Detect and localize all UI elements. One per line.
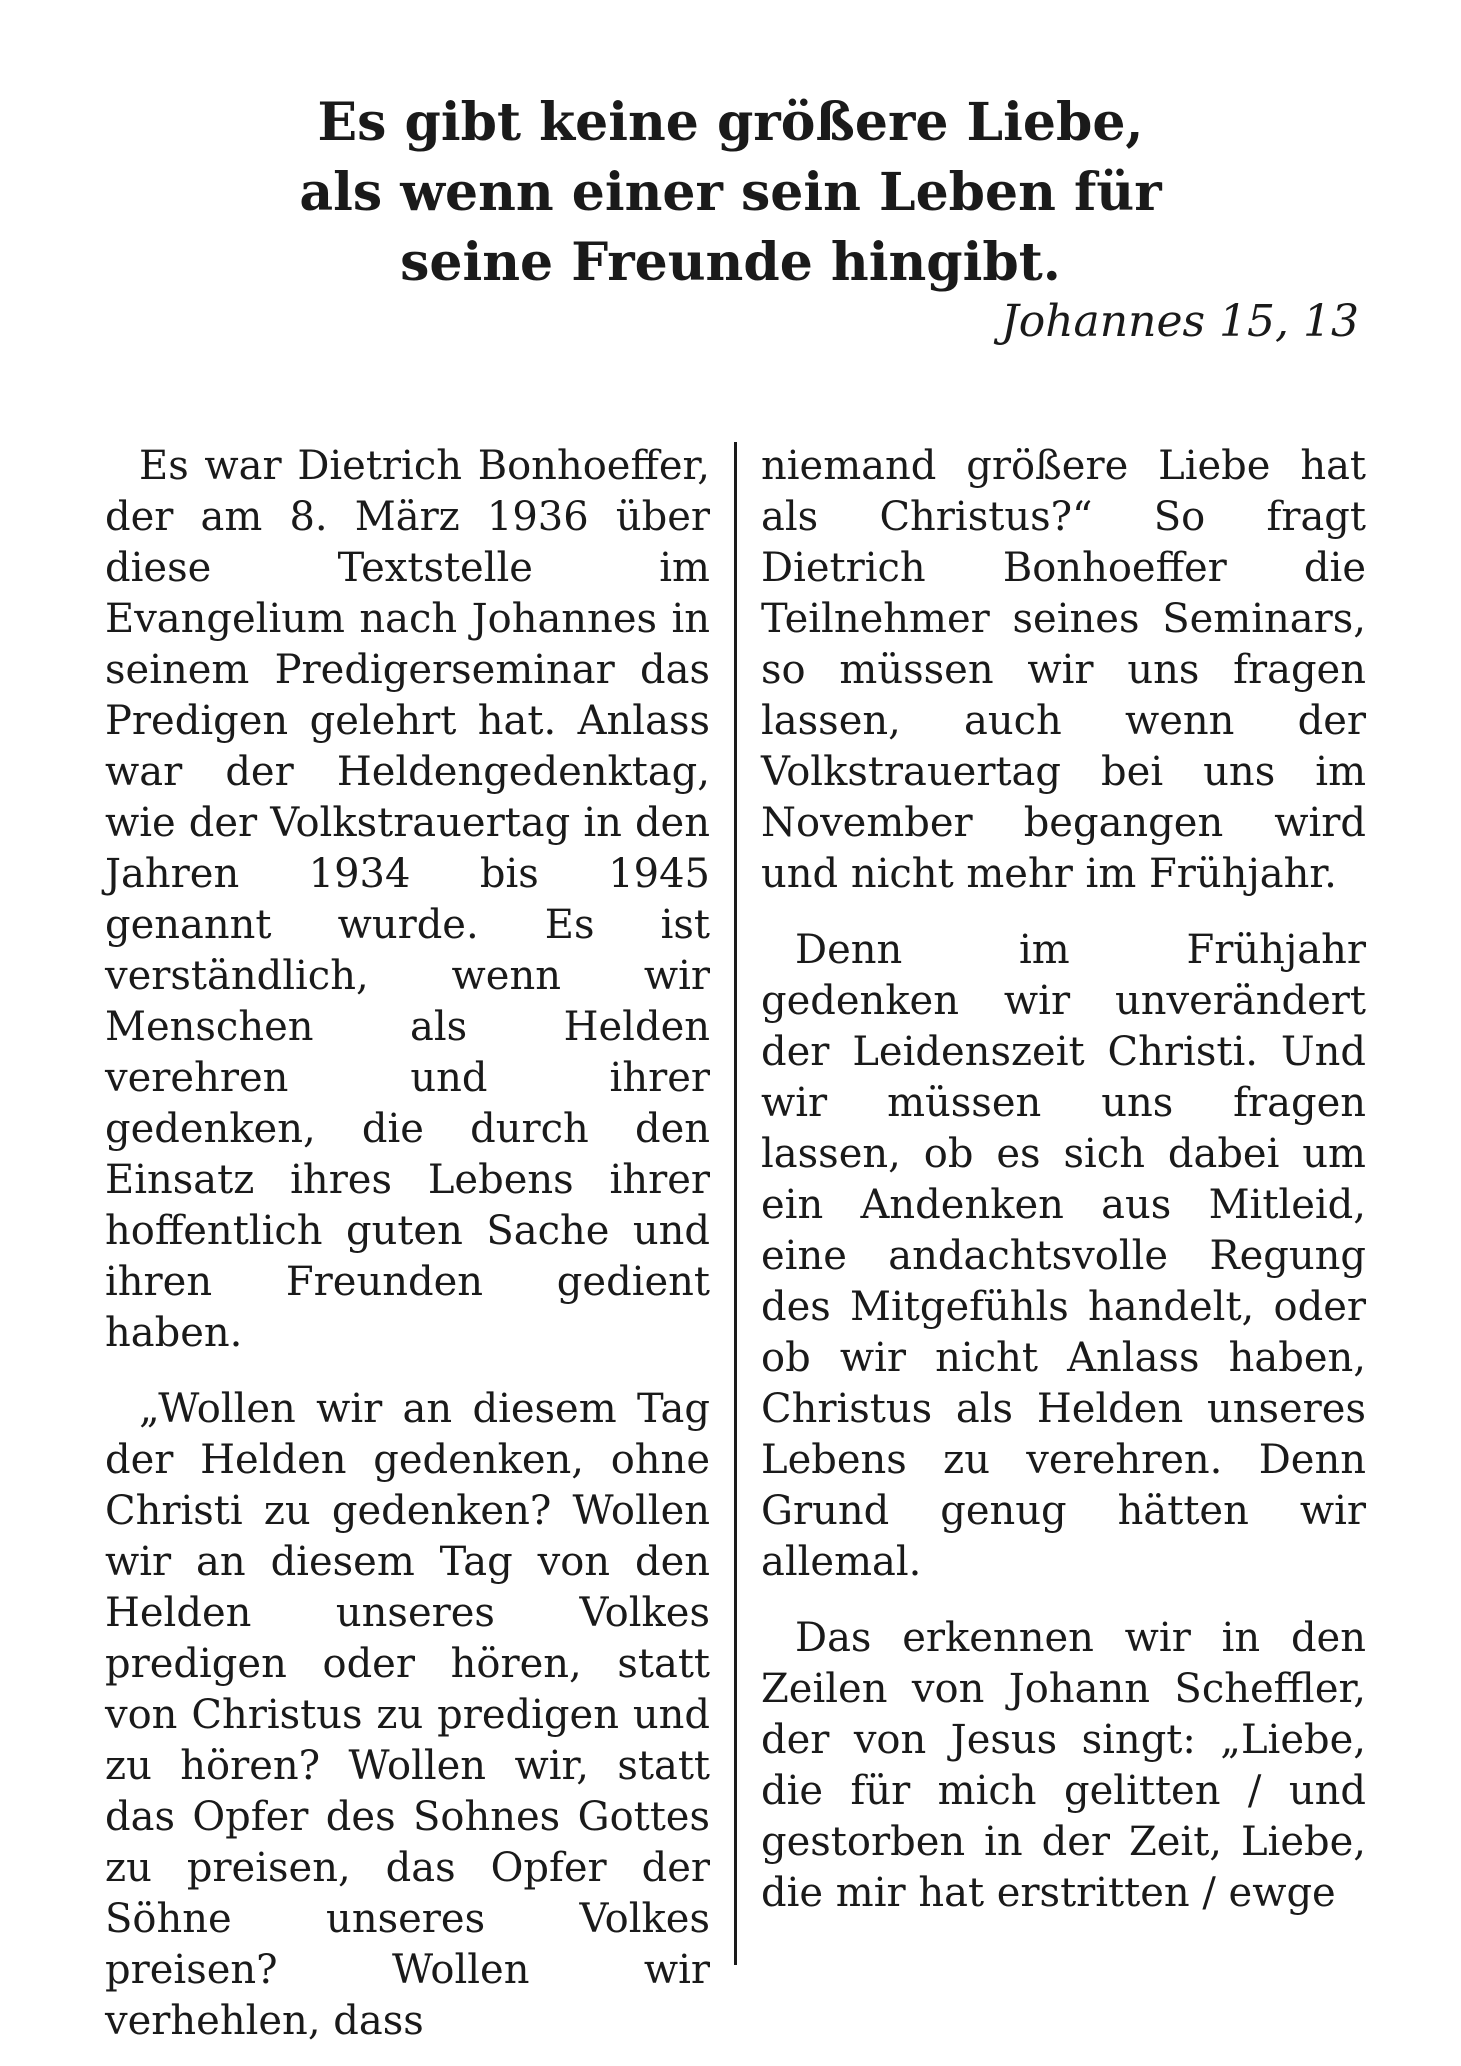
scripture-reference: Johannes 15, 13: [1001, 296, 1359, 347]
title-line-3: seine Freunde hingibt.: [400, 232, 1061, 293]
title-line-1: Es gibt keine größere Liebe,: [317, 92, 1144, 153]
paragraph: Es war Dietrich Bonhoeffer, der am 8. März 1936 über diese Textstelle im Evangelium nach Johannes in seinem Predigerseminar das Predigen gelehrt hat. Anlass war der Heldengedenktag, wie der Volkstrauertag in den Jahren 1934 bis 1945 genannt wurde. Es ist verständlich, wenn wir Menschen als Helden verehren und ihrer gedenken, die durch den Einsatz ihres Lebens ihrer hoffentlich guten Sache und ihren Freunden gedient haben.: [105, 443, 710, 1356]
text-column-right: [761, 441, 1366, 1919]
paragraph: Das erkennen wir in den Zeilen von Johann Scheffler, der von Jesus singt: „Liebe, die für mich gelitten / und gestorben in der Zeit, Liebe, die mir hat erstritten / ewge: [761, 1615, 1366, 1916]
paragraph: „Wollen wir an diesem Tag der Helden gedenken, ohne Christi zu gedenken? Wollen wir an diesem Tag von den Helden unseres Volkes predigen oder hören, statt von Christus zu predigen und zu hören? Wollen wir, statt das Opfer des Sohnes Gottes zu preisen, das Opfer der Söhne unseres Volkes preisen? Wollen wir verhehlen, dass: [105, 1386, 710, 2044]
title-line-2: als wenn einer sein Leben für: [299, 162, 1162, 223]
page-title: [0, 88, 1461, 298]
column-divider: [734, 442, 737, 1965]
paragraph: Denn im Frühjahr gedenken wir unverändert der Leidenszeit Christi. Und wir müssen uns fragen lassen, ob es sich dabei um ein Andenken aus Mitleid, eine andachtsvolle Regung des Mitgefühls handelt, oder ob wir nicht Anlass haben, Christus als Helden unseres Lebens zu verehren. Denn Grund genug hätten wir allemal.: [761, 927, 1366, 1585]
paragraph: niemand größere Liebe hat als Christus?“ So fragt Dietrich Bonhoeffer die Teilnehmer seines Seminars, so müssen wir uns fragen lassen, auch wenn der Volkstrauertag bei uns im November begangen wird und nicht mehr im Frühjahr.: [761, 443, 1366, 897]
text-column-left: [105, 441, 710, 2047]
